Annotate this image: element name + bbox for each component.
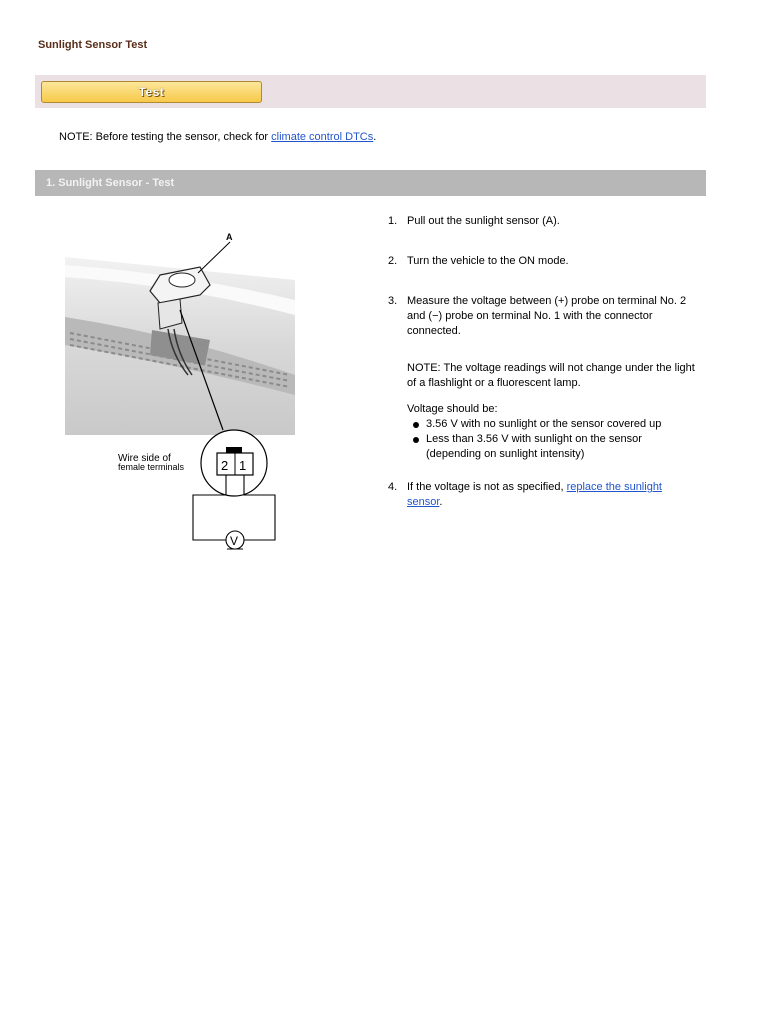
step-4 <box>388 480 718 510</box>
test-button[interactable]: Test <box>41 81 262 103</box>
step-3-note-line-2: of a flashlight or a fluorescent lamp. <box>407 377 581 389</box>
replace-sunlight-sensor-link[interactable]: replace the sunlight <box>566 481 662 493</box>
step-1-number: 1. <box>388 215 398 227</box>
step-2-text: Turn the vehicle to the ON mode. <box>407 255 569 267</box>
sensor-diagram <box>60 225 320 555</box>
voltage-label: Voltage should be: <box>407 403 498 415</box>
bullet-2-line-2: (depending on sunlight intensity) <box>426 448 585 460</box>
bullet-dot-icon <box>413 437 419 443</box>
test-band <box>35 75 706 108</box>
note-top-suffix: . <box>373 131 377 143</box>
callout-a: A <box>226 232 233 242</box>
step-3-number: 3. <box>388 295 398 307</box>
voltage-bullets <box>407 417 718 462</box>
note-top-prefix: NOTE: Before testing the sensor, check for <box>59 131 272 143</box>
section-header <box>35 170 706 196</box>
bullet-2-line-1: Less than 3.56 V with sunlight on the sensor <box>426 433 642 445</box>
sensor-connector <box>158 299 182 329</box>
callout-a-line <box>198 242 230 273</box>
step-1 <box>388 214 718 229</box>
terminal-2-label: 2 <box>221 458 229 473</box>
step-1-text: Pull out the sunlight sensor (A). <box>407 215 560 227</box>
step-2-number: 2. <box>388 255 398 267</box>
note-top <box>59 131 376 143</box>
wire-side-label-2: female terminals <box>118 462 185 472</box>
wire-side-label-1: Wire side of <box>118 453 171 464</box>
bullet-item <box>407 432 718 462</box>
step-2 <box>388 254 718 269</box>
steps-list <box>388 214 718 510</box>
step-3 <box>388 294 718 462</box>
bullet-dot-icon <box>413 422 419 428</box>
step-3-note-line-1: NOTE: The voltage readings will not change under the light <box>407 362 695 374</box>
step-4-suffix: . <box>439 496 443 508</box>
climate-control-dtcs-link[interactable]: climate control DTCs <box>271 131 374 143</box>
voltmeter-symbol: V <box>230 534 239 548</box>
bullet-1-text: 3.56 V with no sunlight or the sensor covered up <box>426 418 662 430</box>
terminal-1-label: 1 <box>239 458 247 473</box>
sensor-lens <box>169 273 195 287</box>
step-3-line-1: Measure the voltage between (+) probe on terminal No. 2 <box>407 295 687 307</box>
step-4-prefix: If the voltage is not as specified, <box>407 481 567 493</box>
section-title: 1. Sunlight Sensor - Test <box>46 177 175 189</box>
connector-latch <box>226 447 242 453</box>
step-3-note <box>407 361 718 391</box>
replace-sunlight-sensor-link-cont[interactable]: sensor <box>407 496 440 508</box>
step-3-line-3: connected. <box>407 325 461 337</box>
step-3-line-2: and (−) probe on terminal No. 1 with the connector <box>407 310 653 322</box>
bullet-item <box>407 417 718 432</box>
step-4-number: 4. <box>388 481 398 493</box>
page-title: Sunlight Sensor Test <box>38 39 148 51</box>
